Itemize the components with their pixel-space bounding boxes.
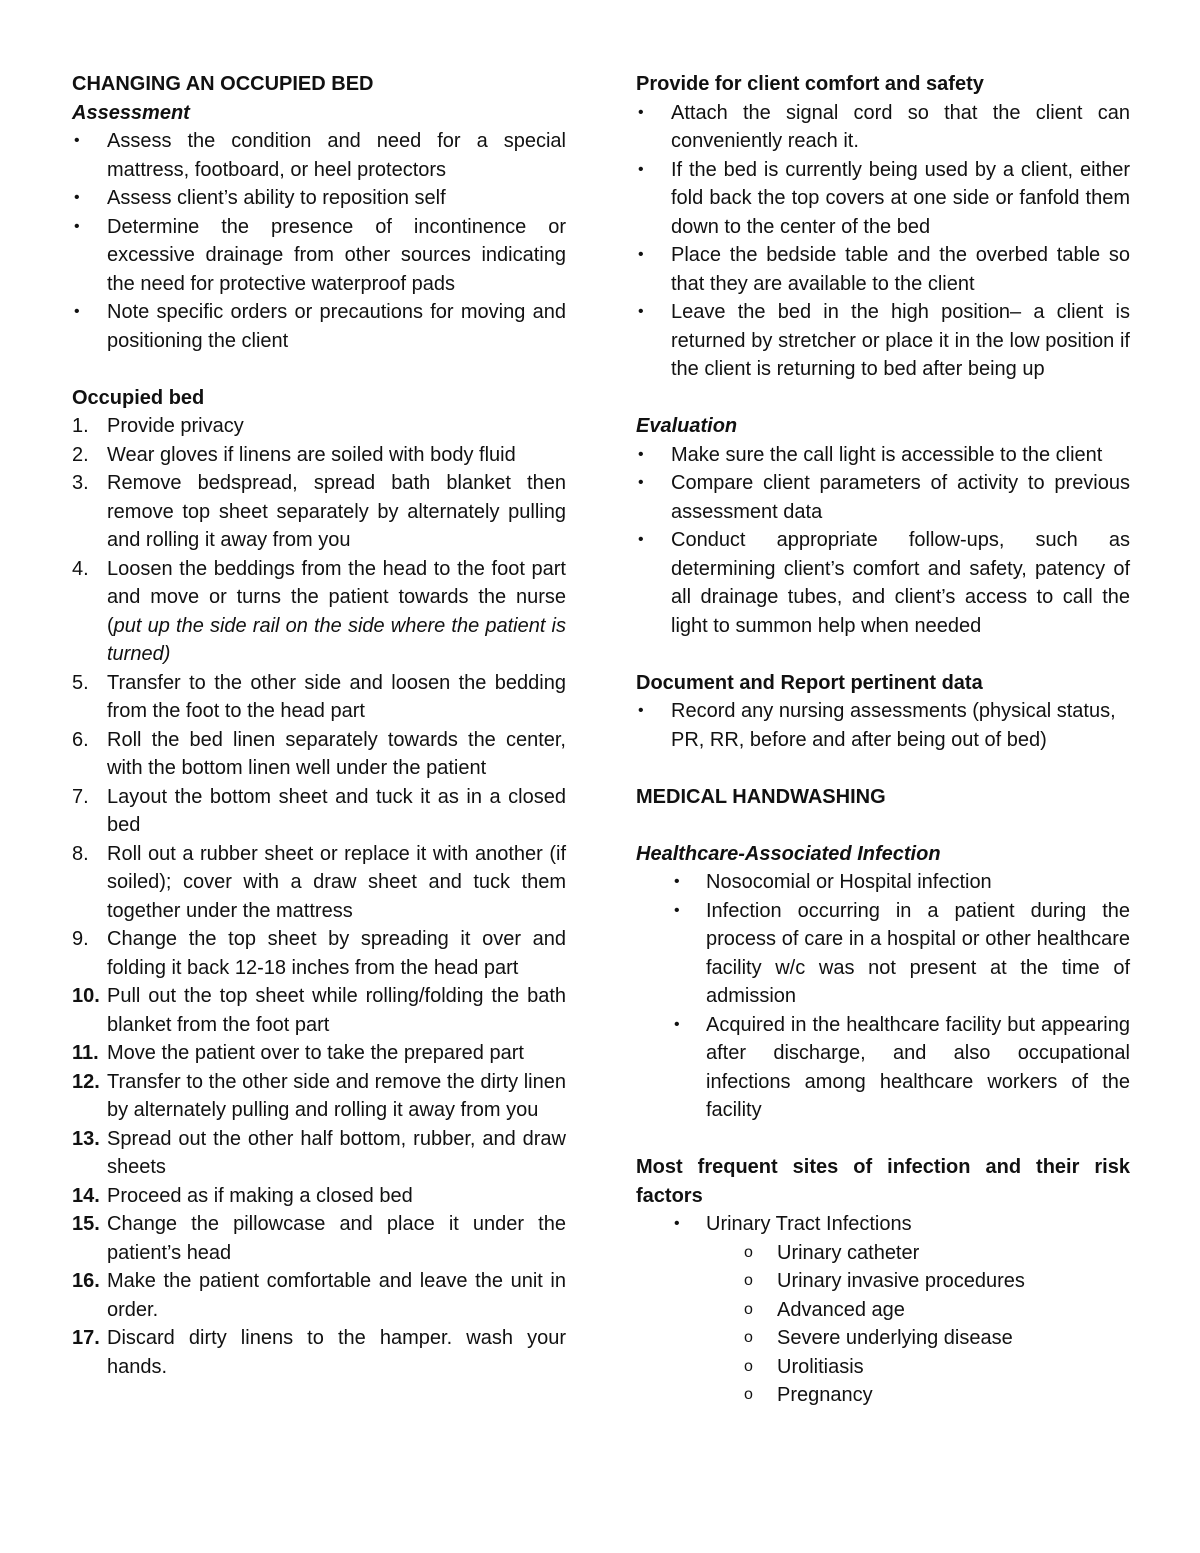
list-item: • Conduct appropriate follow-ups, such as determining client’s comfort and safety, patency of all drainage tubes, and client’s access to call the light to summon help when needed [636, 526, 1130, 640]
list-item: • Nosocomial or Hospital infection [636, 868, 1130, 897]
list-item: • Assess client’s ability to reposition self [72, 184, 566, 213]
document-report-list [636, 697, 1130, 754]
step-item: 1. Provide privacy [72, 415, 244, 437]
step-item: 9. Change the top sheet by spreading it over and folding it back 12-18 inches from the head part [72, 928, 566, 979]
hai-heading: Healthcare-Associated Infection [636, 842, 941, 865]
uti-risk-factors [636, 1239, 1130, 1410]
list-item: o Pregnancy [636, 1381, 1130, 1410]
list-item: • Place the bedside table and the overbed table so that they are available to the client [636, 241, 1130, 298]
left-column [72, 70, 566, 1381]
step-item: 13. Spread out the other half bottom, rubber, and draw sheets [72, 1127, 566, 1178]
list-item: o Severe underlying disease [636, 1324, 1130, 1353]
step-item: 11. Move the patient over to take the prepared part [72, 1042, 524, 1064]
list-item: • Note specific orders or precautions for moving and positioning the client [72, 298, 566, 355]
step-item: 16. Make the patient comfortable and leave the unit in order. [72, 1270, 566, 1321]
list-item: o Urinary catheter [636, 1239, 1130, 1268]
list-item: • If the bed is currently being used by a client, either fold back the top covers at one side or fanfold them down to the center of the bed [636, 156, 1130, 242]
list-item: • Leave the bed in the high position– a client is returned by stretcher or place it in the low position if the client is returning to bed after being up [636, 298, 1130, 384]
list-item: • Record any nursing assessments (physical status, PR, RR, before and after being out of bed) [636, 697, 1130, 754]
step-item: 15. Change the pillowcase and place it under the patient’s head [72, 1213, 566, 1264]
list-item: o Urinary invasive procedures [636, 1267, 1130, 1296]
list-item: • Compare client parameters of activity to previous assessment data [636, 469, 1130, 526]
list-item: • Make sure the call light is accessible to the client [636, 441, 1130, 470]
step-item: 4. Loosen the beddings from the head to the foot part and move or turns the patient towards the nurse (put up the side rail on the side where the patient is turned) [72, 557, 566, 665]
section-title-occupied-bed: CHANGING AN OCCUPIED BED [72, 73, 374, 95]
step-item: 6. Roll the bed linen separately towards the center, with the bottom linen well under the patient [72, 728, 566, 779]
step-item: 7. Layout the bottom sheet and tuck it as in a closed bed [72, 785, 566, 836]
list-item: o Advanced age [636, 1296, 1130, 1325]
evaluation-list [636, 441, 1130, 641]
infection-sites-list [636, 1210, 1130, 1239]
step-item: 2. Wear gloves if linens are soiled with body fluid [72, 443, 516, 466]
hai-list [636, 868, 1130, 1125]
section-title-handwashing: MEDICAL HANDWASHING [636, 785, 886, 808]
infection-sites-heading: Most frequent sites of infection and their risk factors [636, 1156, 1130, 1207]
right-column [636, 70, 1130, 1410]
list-item: • Acquired in the healthcare facility but appearing after discharge, and also occupational infections among healthcare workers of the facility [636, 1011, 1130, 1125]
list-item: • Attach the signal cord so that the client can conveniently reach it. [636, 99, 1130, 156]
occupied-bed-steps [72, 412, 566, 1381]
assessment-heading: Assessment [72, 101, 190, 124]
list-item: • Assess the condition and need for a special mattress, footboard, or heel protectors [72, 127, 566, 184]
list-item: • Determine the presence of incontinence or excessive drainage from other sources indicating the need for protective waterproof pads [72, 213, 566, 299]
step-item: 12. Transfer to the other side and remove the dirty linen by alternately pulling and rolling it away from you [72, 1070, 566, 1121]
list-item: • Urinary Tract Infections [636, 1210, 1130, 1239]
step-item: 5. Transfer to the other side and loosen the bedding from the foot to the head part [72, 671, 566, 722]
list-item: o Urolitiasis [636, 1353, 1130, 1382]
step-note: put up the side rail on the side where the patient is turned) [107, 614, 566, 665]
evaluation-heading: Evaluation [636, 415, 738, 437]
assessment-list [72, 127, 566, 355]
step-item: 14. Proceed as if making a closed bed [72, 1184, 413, 1207]
step-item: 10. Pull out the top sheet while rolling/folding the bath blanket from the foot part [72, 985, 566, 1036]
comfort-safety-heading: Provide for client comfort and safety [636, 73, 984, 95]
occupied-bed-heading: Occupied bed [72, 386, 205, 409]
step-item: 3. Remove bedspread, spread bath blanket then remove top sheet separately by alternately pulling and rolling it away from you [72, 472, 566, 551]
step-item: 8. Roll out a rubber sheet or replace it with another (if soiled); cover with a draw sheet and tuck them together under the mattress [72, 842, 566, 922]
step-item: 17. Discard dirty linens to the hamper. wash your hands. [72, 1327, 566, 1378]
list-item: • Infection occurring in a patient during the process of care in a hospital or other healthcare facility w/c was not present at the time of admission [636, 897, 1130, 1011]
comfort-safety-list [636, 99, 1130, 384]
document-report-heading: Document and Report pertinent data [636, 671, 983, 694]
